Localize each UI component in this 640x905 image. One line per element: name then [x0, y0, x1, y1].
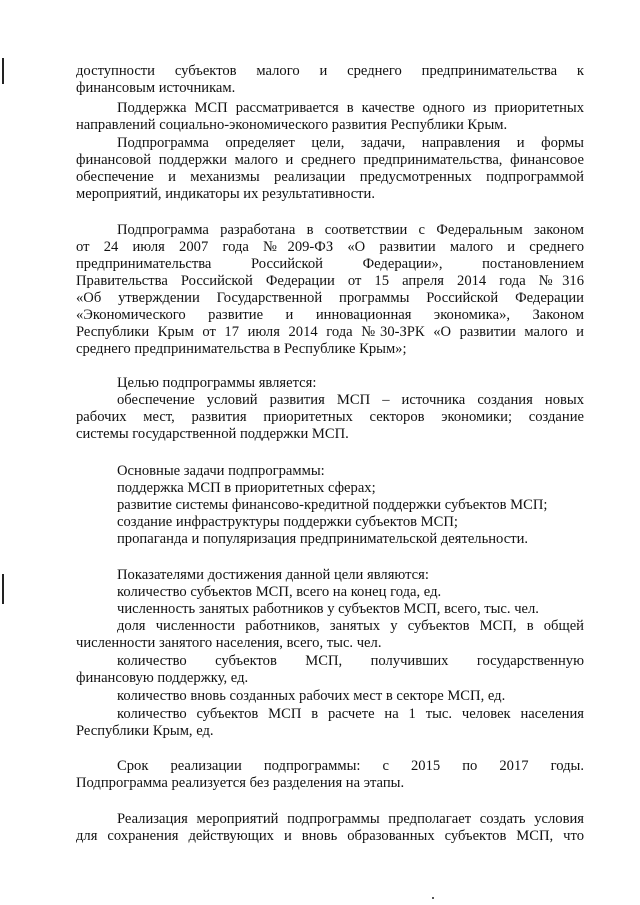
text-line: количество субъектов МСП, получивших государственную: [117, 653, 584, 669]
scan-edge-mark: [2, 574, 4, 604]
text-line: численность занятых работников у субъектов МСП, всего, тыс. чел.: [117, 601, 539, 617]
text-line: предпринимательства Российской Федерации», постановлением: [76, 256, 584, 272]
text-line: «Об утверждении Государственной программы Российской Федерации: [76, 290, 584, 306]
text-line: направлений социально-экономического развития Республики Крым.: [76, 117, 508, 133]
text-line: численности занятого населения, всего, тыс. чел.: [76, 635, 382, 651]
text-line: от 24 июля 2007 года №209-ФЗ «О развитии малого и среднего: [76, 239, 584, 255]
text-line: доступности субъектов малого и среднего предпринимательства к: [76, 63, 584, 79]
text-line: Республики Крым, ед.: [76, 723, 214, 739]
text-line: среднего предпринимательства в Республике Крым»;: [76, 341, 407, 357]
text-line: обеспечение и механизмы реализации предусмотренных подпрограммой: [76, 169, 584, 185]
text-line: количество вновь созданных рабочих мест в секторе МСП, ед.: [117, 688, 506, 704]
text-line: количество субъектов МСП, всего на конец года, ед.: [117, 584, 442, 600]
text-line: Реализация мероприятий подпрограммы предполагает создать условия: [117, 811, 584, 827]
text-line: Подпрограмма разработана в соответствии с Федеральным законом: [117, 222, 584, 238]
text-line: Срок реализации подпрограммы: с 2015 по 2017 годы.: [117, 758, 584, 774]
text-line: Показателями достижения данной цели являются:: [117, 567, 429, 583]
text-line: создание инфраструктуры поддержки субъектов МСП;: [117, 514, 458, 530]
text-line: финансовой поддержки малого и среднего предпринимательства, финансовое: [76, 152, 584, 168]
text-line: системы государственной поддержки МСП.: [76, 426, 349, 442]
text-line: Подпрограмма определяет цели, задачи, направления и формы: [117, 135, 584, 151]
text-line: пропаганда и популяризация предпринимательской деятельности.: [117, 531, 529, 547]
text-line: развитие системы финансово-кредитной поддержки субъектов МСП;: [117, 497, 548, 513]
text-line: поддержка МСП в приоритетных сферах;: [117, 480, 376, 496]
text-line: Республики Крым от 17 июля 2014 года №30-ЗРК «О развитии малого и: [76, 324, 584, 340]
text-line: рабочих мест, развития приоритетных секторов экономики; создание: [76, 409, 584, 425]
text-line: количество субъектов МСП в расчете на 1 тыс. человек населения: [117, 706, 584, 722]
text-line: «Экономического развитие и инновационная экономика», Законом: [76, 307, 584, 323]
text-line: Основные задачи подпрограммы:: [117, 463, 325, 479]
scan-edge-mark: [2, 58, 4, 84]
text-line: для сохранения действующих и вновь образованных субъектов МСП, что: [76, 828, 584, 844]
text-line: финансовым источникам.: [76, 80, 236, 96]
text-line: Подпрограмма реализуется без разделения на этапы.: [76, 775, 405, 791]
text-line: доля численности работников, занятых у субъектов МСП, в общей: [117, 618, 584, 634]
scan-speck: [432, 897, 434, 899]
text-line: Правительства Российской Федерации от 15 апреля 2014 года №316: [76, 273, 584, 289]
text-line: Целью подпрограммы является:: [117, 375, 317, 391]
text-line: обеспечение условий развития МСП – источника создания новых: [117, 392, 584, 408]
text-line: мероприятий, индикаторы их результативности.: [76, 186, 376, 202]
text-line: финансовую поддержку, ед.: [76, 670, 249, 686]
text-line: Поддержка МСП рассматривается в качестве одного из приоритетных: [117, 100, 584, 116]
